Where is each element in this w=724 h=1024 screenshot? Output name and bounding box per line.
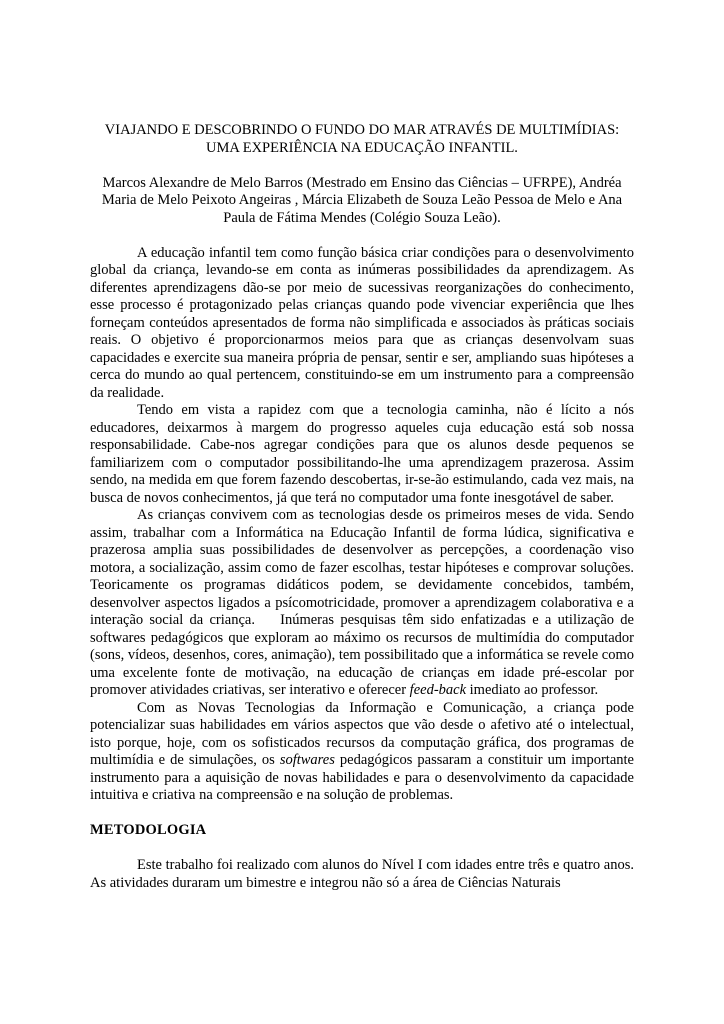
- authors-line-3: Paula de Fátima Mendes (Colégio Souza Leão).: [223, 209, 501, 226]
- paragraph-metodologia-1: Este trabalho foi realizado com alunos do Nível I com idades entre três e quatro anos. As atividades duraram um bimestre e integrou não só a área de Ciências Naturais: [90, 857, 634, 891]
- paper-title-line-2: UMA EXPERIÊNCIA NA EDUCAÇÃO INFANTIL.: [206, 139, 518, 156]
- paper-title: [90, 122, 634, 157]
- paragraph-intro-3: As crianças convivem com as tecnologias desde os primeiros meses de vida. Sendo assim, trabalhar com a Informática na Educação Infantil de forma lúdica, significativa e prazerosa amplia suas possibilidades de desenvolver as percepções, a coordenação viso motora, a socialização, assim como de fazer escolhas, testar hipóteses e comprovar soluções. Teoricamente os programas didáticos podem, se devidamente concebidos, também, desenvolver aspectos ligados a psícomotricidade, promover a aprendizagem colaborativa e a interação social da criança. Inúmeras pesquisas têm sido enfatizadas e a utilização de softwares pedagógicos que exploram ao máximo os recursos de multimídia do computador (sons, vídeos, desenhos, cores, animação), tem possibilitado que a informática se revele como uma excelente fonte de motivação, na educação de crianças em idade pré-escolar por promover atividades criativas, ser interativo e oferecer feed-back imediato ao professor.: [90, 507, 634, 698]
- paragraph-intro-1: A educação infantil tem como função básica criar condições para o desenvolvimento global da criança, levando-se em conta as inúmeras possibilidades da aprendizagem. As diferentes aprendizagens dão-se por meio de sucessivas reorganizações do conhecimento, esse processo é protagonizado pelas crianças quando pode vivenciar experiência que lhes forneçam conteúdos apresentados de forma não simplificada e associados às práticas sociais reais. O objetivo é proporcionarmos meios para que as crianças desenvolvam suas capacidades e exercite sua maneira própria de pensar, sentir e ser, ampliando suas hipóteses a cerca do mundo ao qual pertencem, constituindo-se em um instrumento para a compreensão da realidade.: [90, 244, 634, 401]
- paragraph-intro-2: Tendo em vista a rapidez com que a tecnologia caminha, não é lícito a nós educadores, deixarmos à margem do progresso aqueles cuja educação está sob nossa responsabilidade. Cabe-nos agregar condições para que os alunos desde pequenos se familiarizem com o computador possibilitando-lhe uma aprendizagem prazerosa. Assim sendo, na medida em que forem fazendo descobertas, ir-se-ão estimulando, cada vez mais, na busca de novos conhecimentos, já que terá no computador uma fonte inesgotável de saber.: [90, 402, 634, 506]
- paper-title-line-1: VIAJANDO E DESCOBRINDO O FUNDO DO MAR ATRAVÉS DE MULTIMÍDIAS:: [104, 122, 620, 138]
- section-heading-metodologia: METODOLOGIA: [90, 822, 207, 838]
- authors-line-2: Maria de Melo Peixoto Angeiras , Márcia Elizabeth de Souza Leão Pessoa de Melo e Ana: [101, 192, 623, 208]
- authors-line-1: Marcos Alexandre de Melo Barros (Mestrado em Ensino das Ciências – UFRPE), Andréa: [102, 174, 622, 191]
- authors: [90, 175, 634, 228]
- paragraph-intro-4: Com as Novas Tecnologias da Informação e Comunicação, a criança pode potencializar suas habilidades em vários aspectos que vão desde o afetivo até o intelectual, isto porque, hoje, com os sofisticados recursos da computação gráfica, dos programas de multimídia e de simulações, os softwares pedagógicos passaram a constituir um importante instrumento para a aquisição de novas habilidades e para o desenvolvimento da capacidade intuitiva e criativa na compreensão e na solução de problemas.: [90, 699, 634, 803]
